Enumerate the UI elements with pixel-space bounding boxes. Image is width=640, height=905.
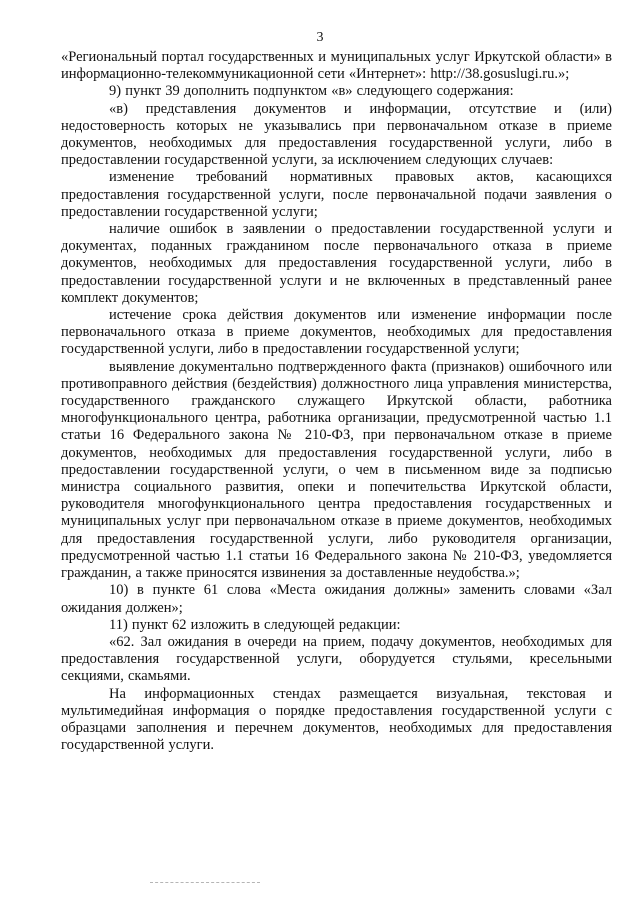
- paragraph: «62. Зал ожидания в очереди на прием, подачу документов, необходимых для предоставления государственной услуги, оборудуется стульями, кресельными секциями, скамьями.: [61, 633, 612, 685]
- footer-divider: [150, 882, 260, 883]
- paragraph: наличие ошибок в заявлении о предоставлении государственной услуги и документах, поданных гражданином после первоначального отказа в приеме документов, необходимых для предоставления государственной услуги, либо в предоставлении государственной услуги и не включенных в представленный ранее комплект документов;: [61, 221, 612, 306]
- paragraph: «Региональный портал государственных и муниципальных услуг Иркутской области» в информационно-телекоммуникационной сети «Интернет»: http://38.gosuslugi.ru.»;: [61, 49, 612, 83]
- paragraph: «в) представления документов и информации, отсутствие и (или) недостоверность которых не указывались при первоначальном отказе в приеме документов, необходимых для предоставления государственной услуги, либо в предоставлении государственной услуги, за исключением следующих случаев:: [61, 100, 612, 169]
- paragraph: 9) пункт 39 дополнить подпунктом «в» следующего содержания:: [109, 83, 514, 100]
- paragraph: изменение требований нормативных правовых актов, касающихся предоставления государственной услуги, после первоначальной подачи заявления о предоставлении государственной услуги;: [61, 169, 612, 220]
- paragraph: 11) пункт 62 изложить в следующей редакции:: [109, 616, 401, 633]
- page-number: 3: [316, 30, 324, 45]
- paragraph: истечение срока действия документов или изменение информации после первоначального отказа в приеме документов, необходимых для предоставления государственной услуги, либо в предоставлении государственной услуги;: [61, 307, 612, 358]
- document-body: [61, 49, 612, 754]
- paragraph: 10) в пункте 61 слова «Места ожидания должны» заменить словами «Зал ожидания должен»;: [61, 582, 612, 616]
- paragraph: На информационных стендах размещается визуальная, текстовая и мультимедийная информация о порядке предоставления государственной услуги с образцами заполнения и перечнем документов, необходимых для предоставления государственной услуги.: [61, 685, 612, 754]
- paragraph: выявление документально подтвержденного факта (признаков) ошибочного или противоправного действия (бездействия) должностного лица управления министерства, государственного гражданского служащего Иркутской области, работника многофункционального центра, работника организации, предусмотренной частью 1.1 статьи 16 Федерального закона № 210-ФЗ, при первоначальном отказе в приеме документов, необходимых для предоставления государственной услуги, либо в предоставлении государственной услуги, о чем в письменном виде за подписью министра социального развития, опеки и попечительства Иркутской области, руководителя многофункционального центра предоставления государственных и муниципальных услуг при первоначальном отказе в приеме документов, необходимых для предоставления государственной услуги, либо руководителя организации, предусмотренной частью 1.1 статьи 16 Федерального закона № 210-ФЗ, уведомляется гражданин, а также приносятся извинения за доставленные неудобства.»;: [61, 358, 612, 582]
